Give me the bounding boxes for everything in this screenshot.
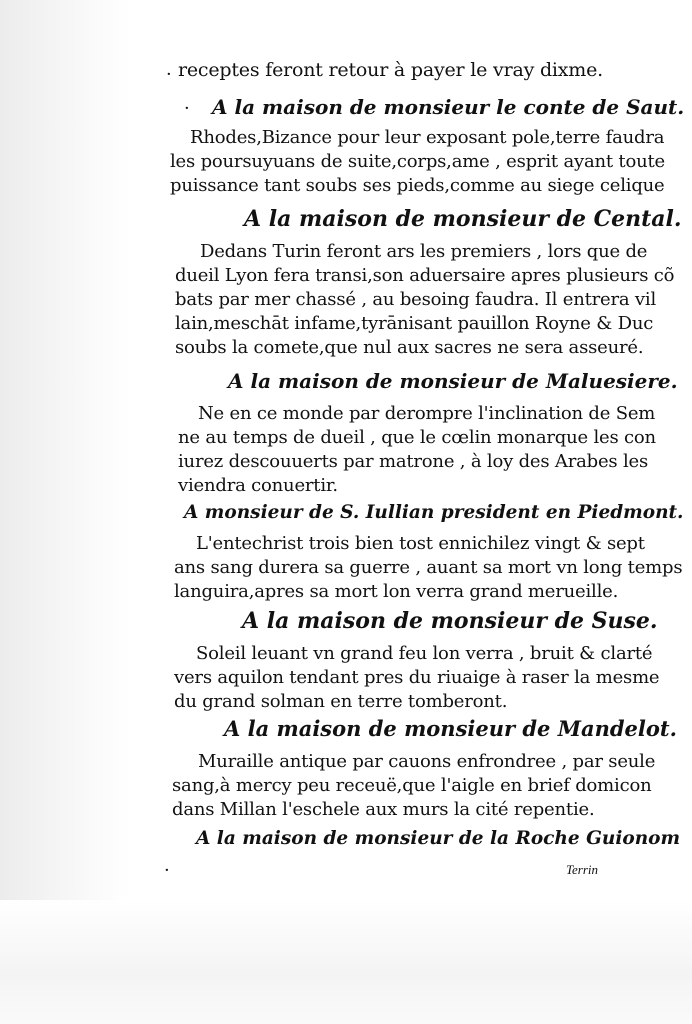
text-line: viendra conuertir. bbox=[178, 475, 338, 496]
section-heading: A la maison de monsieur de la Roche Guionom bbox=[196, 828, 681, 849]
text-line: soubs la comete,que nul aux sacres ne sera asseuré. bbox=[175, 337, 644, 358]
text-line: receptes feront retour à payer le vray dixme. bbox=[178, 59, 604, 81]
text-line: Ne en ce monde par derompre l'inclination de Sem bbox=[198, 403, 656, 424]
text-line: Muraille antique par cauons enfrondree , par seule bbox=[198, 751, 656, 772]
text-line: L'entechrist trois bien tost ennichilez vingt & sept bbox=[196, 533, 645, 554]
text-line: ne au temps de dueil , que le cœlin monarque les con bbox=[178, 427, 656, 448]
text-line: dans Millan l'eschele aux murs la cité repentie. bbox=[172, 799, 595, 820]
catchword: Terrin bbox=[566, 862, 599, 877]
margin-mark: · bbox=[164, 860, 170, 881]
text-line: sang,à mercy peu receuë,que l'aigle en brief domicon bbox=[172, 775, 652, 796]
scan-shadow-left bbox=[0, 0, 130, 960]
margin-mark: · bbox=[184, 98, 190, 119]
section-heading: A monsieur de S. Iullian president en Piedmont. bbox=[184, 502, 684, 523]
text-line: du grand solman en terre tomberont. bbox=[174, 691, 508, 712]
text-line: iurez descouuerts par matrone , à loy des Arabes les bbox=[178, 451, 649, 472]
text-line: dueil Lyon fera transi,son aduersaire apres plusieurs cõ bbox=[175, 265, 675, 286]
text-line: ans sang durera sa guerre , auant sa mort vn long temps bbox=[174, 557, 683, 578]
text-line: Dedans Turin feront ars les premiers , lors que de bbox=[200, 241, 648, 262]
scan-shadow-bottom bbox=[0, 900, 692, 1024]
text-line: vers aquilon tendant pres du riuaige à raser la mesme bbox=[174, 667, 660, 688]
text-line: Soleil leuant vn grand feu lon verra , bruit & clarté bbox=[196, 643, 653, 664]
section-heading: A la maison de monsieur de Maluesiere. bbox=[228, 369, 678, 393]
text-line: languira,apres sa mort lon verra grand merueille. bbox=[174, 581, 619, 602]
section-heading: A la maison de monsieur de Cental. bbox=[244, 206, 682, 232]
section-heading: A la maison de monsieur de Suse. bbox=[242, 608, 658, 634]
text-line: bats par mer chassé , au besoing faudra. Il entrera vil bbox=[175, 289, 657, 310]
text-line: Rhodes,Bizance pour leur exposant pole,terre faudra bbox=[190, 127, 665, 148]
section-heading: A la maison de monsieur de Mandelot. bbox=[224, 716, 677, 741]
section-heading: A la maison de monsieur le conte de Saut. bbox=[212, 95, 685, 119]
text-line: lain,meschāt infame,tyrānisant pauillon Royne & Duc bbox=[175, 313, 654, 334]
text-line: les poursuyuans de suite,corps,ame , esprit ayant toute bbox=[170, 151, 665, 172]
text-line: puissance tant soubs ses pieds,comme au siege celique bbox=[170, 175, 665, 196]
margin-mark: · bbox=[166, 64, 172, 85]
